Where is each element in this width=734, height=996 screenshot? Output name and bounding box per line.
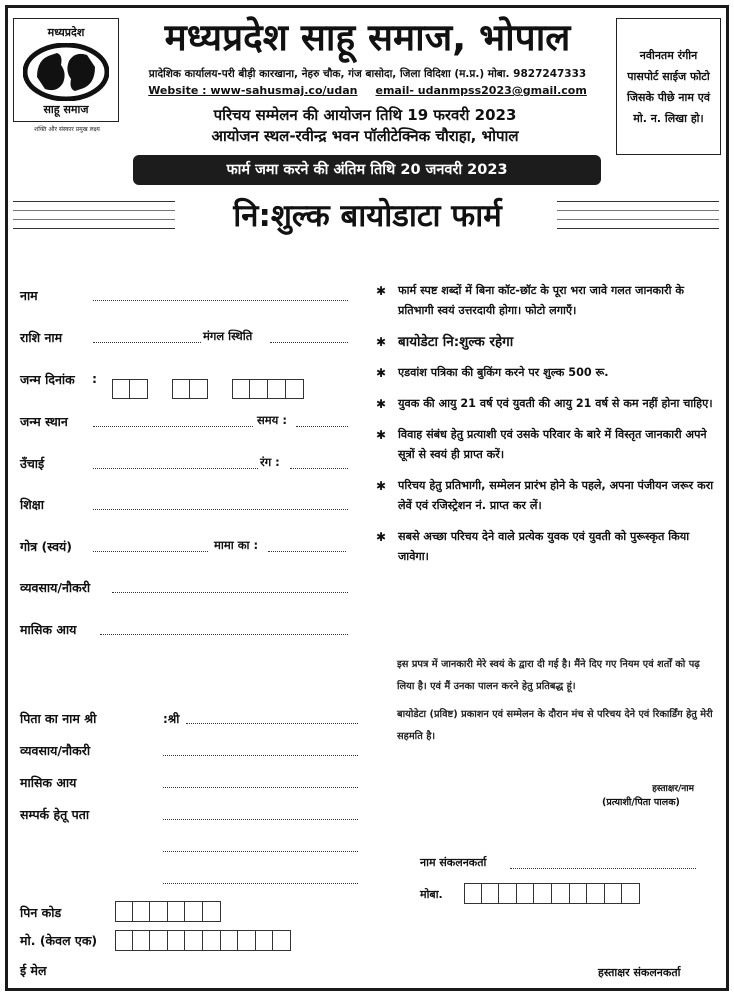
asterisk-icon: ✱ [376,428,387,442]
digit-box[interactable] [115,930,133,951]
mama-input-line[interactable] [268,551,346,552]
family-income-label: मासिक आय [20,775,77,790]
hands-emblem-icon [23,43,109,101]
instruction-item: ✱ बायोडेटा नि:शुल्क रहेगा [376,334,514,350]
digit-box[interactable] [115,901,133,922]
name-label: नाम [20,288,38,303]
pledge-paragraph-2: बायोडेटा (प्रविष्ट) प्रकाशन एवं सम्मेलन के दौरान मंच से परिचय देने एवं रिकार्डिंग हेतु मेरी सहमति है। [397,709,713,742]
digit-box[interactable] [150,930,168,951]
digit-box[interactable] [133,901,151,922]
digit-box[interactable] [221,930,239,951]
mobile-input[interactable] [115,930,291,951]
digit-box[interactable] [133,930,151,951]
instructions-heading: प्रतिभागी की जानकारी [460,243,670,268]
pincode-input[interactable] [115,901,221,922]
father-name-input-line[interactable] [186,723,358,724]
pincode-label: पिन कोड [20,905,62,920]
month-boxes[interactable] [172,379,208,399]
email-link[interactable]: email- udanmpss2023@gmail.com [375,84,587,97]
father-prefix: :श्री [163,712,180,726]
form-title: नि:शुल्क बायोडाटा फार्म [233,198,502,234]
time-label: समय : [257,413,287,427]
contact-line [125,84,610,97]
gotra-field[interactable] [20,538,350,555]
instruction-item: ✱ फार्म स्पष्ट शब्दों में बिना कॉट-छॉट के पूरा भरा जावे गलत जानकारी के प्रतिभागी स्वयं उत्तरदायी होगा। फोटो लगाएँ। [376,281,716,321]
name-field[interactable] [20,287,350,304]
digit-box[interactable] [605,883,623,904]
asterisk-icon: ✱ [376,530,387,544]
digit-box[interactable] [587,883,605,904]
participant-info-heading: प्रतिभागी की जानकारी [68,243,278,268]
rashi-label: राशि नाम [20,330,63,345]
mangal-input-line[interactable] [270,342,348,343]
income-label: मासिक आय [20,622,77,637]
compiler-mobile-label: मोबा. [420,888,443,901]
instructions-list [376,281,716,578]
logo-top-text: मध्यप्रदेश [47,26,85,39]
dob-label: जन्म दिनांक [20,372,75,387]
digit-box[interactable] [203,901,221,922]
address-label: सम्पर्क हेतू पता [20,807,90,822]
digit-box[interactable] [203,930,221,951]
instruction-item: ✱ परिचय हेतु प्रतिभागी, सम्मेलन प्रारंभ होने के पहले, अपना पंजीयन जरूर करा लेवें एवं रजिस्ट्रेशन नं. प्राप्त कर लें। [376,476,716,516]
organization-logo [13,18,119,122]
asterisk-icon: ✱ [376,335,387,349]
instruction-item: ✱ युवक की आयु 21 वर्ष एवं युवती की आयु 21 वर्ष से कम नहीं होना चाहिए। [376,394,716,414]
complexion-label: रंग : [260,455,280,469]
asterisk-icon: ✱ [376,397,387,411]
digit-box[interactable] [185,901,203,922]
mangal-label: मंगल स्थिति [203,329,253,343]
compiler-name-input-line[interactable] [510,868,696,869]
height-field[interactable] [20,455,350,472]
email-label: ई मेल [20,963,47,978]
education-input-line[interactable] [93,509,348,510]
digit-box[interactable] [552,883,570,904]
rashi-field[interactable] [20,329,350,346]
digit-box[interactable] [168,930,186,951]
gotra-label: गोत्र (स्वयं) [20,539,73,554]
website-link[interactable]: Website : www-sahusmaj.co/udan [148,84,358,97]
deadline-banner: फार्म जमा करने की अंतिम तिथि 20 जनवरी 2023 [133,155,601,185]
logo-bottom-text: साहू समाज [43,103,89,116]
compiler-signature-label: हस्ताक्षर संकलनकर्ता [598,966,681,979]
income-input-line[interactable] [100,634,348,635]
family-info-heading: पारिवारिक जानकारी [68,661,278,686]
pledge-paragraph-1: इस प्रपत्र में जानकारी मेरे स्वयं के द्वारा दी गई है। मैंने दिए गए नियम एवं शर्तों को पढ़ लिया है। एवं मैं उनका पालन करने हेतु प्रतिबद्ध हूं। [397,659,700,692]
income-field[interactable] [20,621,350,638]
organization-title: मध्यप्रदेश साहू समाज, भोपाल [164,16,571,59]
event-venue: आयोजन स्थल-रवीन्द्र भवन पॉलीटेक्निक चौराहा, भोपाल [211,127,519,145]
compiler-name-label: नाम संकलनकर्ता [420,856,487,869]
digit-box[interactable] [482,883,500,904]
day-boxes[interactable] [112,379,148,399]
digit-box[interactable] [499,883,517,904]
dob-field[interactable]: जन्म दिनांक : [20,371,97,387]
education-field[interactable] [20,496,350,513]
pledge-heading: वचन पत्र [455,616,665,641]
photo-placeholder [616,18,721,155]
asterisk-icon: ✱ [376,284,387,298]
logo-tagline: शक्ति और संस्कार प्रमुख लक्ष्य [34,126,100,133]
digit-box[interactable] [168,901,186,922]
dob-input[interactable] [112,379,304,399]
address-input-line-2[interactable] [163,851,358,852]
digit-box[interactable] [238,930,256,951]
height-input-line[interactable] [93,468,258,469]
height-label: उँचाई [20,456,45,471]
time-input-line[interactable] [296,426,348,427]
event-date: परिचय सम्मेलन की आयोजन तिथि 19 फरवरी 2023 [213,106,517,124]
signatory-label: (प्रत्याशी/पिता पालक) [602,797,680,808]
complexion-input-line[interactable] [290,468,348,469]
occupation-input-line[interactable] [112,592,348,593]
father-occupation-input-line[interactable] [163,755,358,756]
digit-box[interactable] [534,883,552,904]
instruction-item: ✱ विवाह संबंध हेतु प्रत्याशी एवं उसके परिवार के बारे में विस्तृत जानकारी अपने सूत्रों से स्वयं ही प्राप्त करें। [376,425,716,465]
mobile-label: मो. (केवल एक) [20,933,98,948]
name-input-line[interactable] [93,300,348,301]
photo-instructions: नवीनतम रंगीन पासपोर्ट साईज फोटो जिसके पीछे नाम एवं मो. न. लिखा हो। [627,48,710,125]
father-occupation-label: व्यवसाय/नौकरी [20,743,91,758]
digit-box[interactable] [185,930,203,951]
decorative-rules-right [557,201,719,237]
address-input-line-3[interactable] [163,883,358,884]
birthplace-input-line[interactable] [93,426,253,427]
address-input-line-1[interactable] [163,819,358,820]
education-label: शिक्षा [20,497,44,512]
instruction-item: ✱ सबसे अच्छा परिचय देने वाले प्रत्येक युवक एवं युवती को पुरूस्कृत किया जावेगा। [376,527,716,567]
asterisk-icon: ✱ [376,366,387,380]
occupation-field[interactable] [20,579,350,596]
digit-box[interactable] [517,883,535,904]
rashi-input-line[interactable] [93,342,201,343]
digit-box[interactable] [464,883,482,904]
year-boxes[interactable] [232,379,304,399]
birthplace-field[interactable] [20,413,350,430]
signature-label: हस्ताक्षर/नाम [652,784,694,794]
digit-box[interactable] [570,883,588,904]
birthplace-label: जन्म स्थान [20,414,68,429]
digit-box[interactable] [622,883,640,904]
digit-box[interactable] [273,930,291,951]
office-address: प्रादेशिक कार्यालय-परी बीड़ी कारखाना, नेहरु चौक, गंज बासोदा, जिला विदिशा (म.प्र.) मोबा. 9827247333 [148,68,587,80]
father-name-label: पिता का नाम श्री [20,711,97,726]
occupation-label: व्यवसाय/नौकरी [20,580,91,595]
instruction-item: ✱ एडवांश पत्रिका की बुकिंग करने पर शुल्क 500 रू. [376,363,716,383]
family-income-input-line[interactable] [163,787,358,788]
digit-box[interactable] [256,930,274,951]
asterisk-icon: ✱ [376,479,387,493]
gotra-input-line[interactable] [93,551,208,552]
digit-box[interactable] [150,901,168,922]
compiler-mobile-input[interactable] [464,883,640,904]
mama-label: मामा का : [214,538,259,552]
decorative-rules-left [13,201,175,237]
